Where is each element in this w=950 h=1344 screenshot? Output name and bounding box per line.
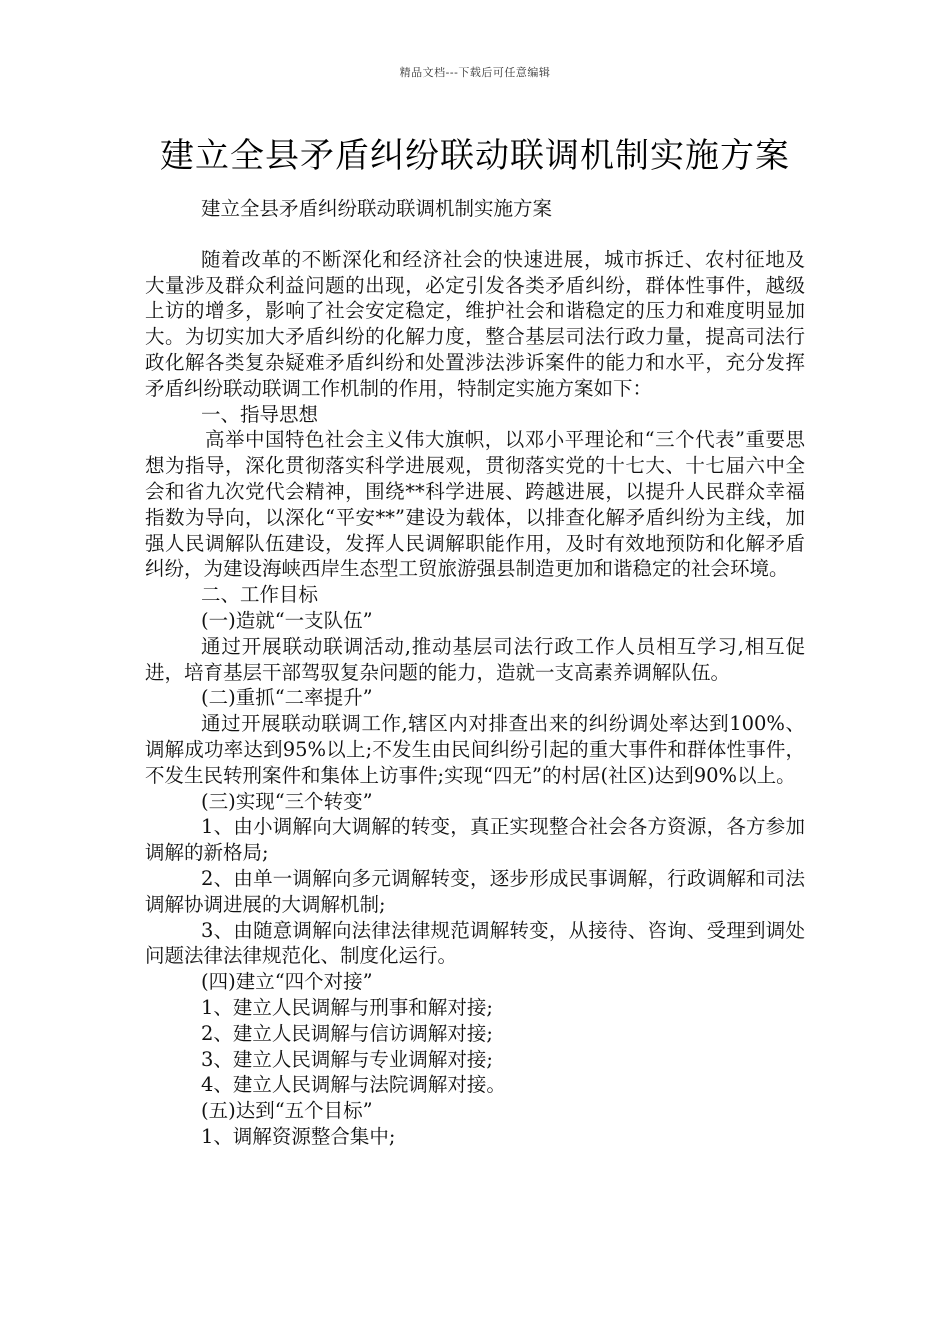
intro-paragraph: 随着改革的不断深化和经济社会的快速进展，城市拆迁、农村征地及大量涉及群众利益问题的出现，必定引发各类矛盾纠纷，群体性事件，越级上访的增多，影响了社会安定稳定，维护社会和谐稳定的压力和难度明显加大。为切实加大矛盾纠纷的化解力度，整合基层司法行政力量，提高司法行政化解各类复杂疑难矛盾纠纷和处置涉法涉诉案件的能力和水平，充分发挥矛盾纠纷联动联调工作机制的作用，特制定实施方案如下： <box>145 247 805 400</box>
list-item: 1、建立人民调解与刑事和解对接; <box>201 995 493 1019</box>
section-heading-2: 二、工作目标 <box>201 583 319 607</box>
subsection-heading-3: (三)实现“三个转变” <box>201 789 373 813</box>
list-item: 1、由小调解向大调解的转变，真正实现整合社会各方资源，各方参加调解的新格局; <box>145 815 805 865</box>
list-item: 3、由随意调解向法律法律规范调解转变，从接待、咨询、受理到调处问题法律法律规范化、制度化运行。 <box>145 918 805 968</box>
document-title: 建立全县矛盾纠纷联动联调机制实施方案 <box>160 136 790 176</box>
subsection-heading-4: (四)建立“四个对接” <box>201 970 373 994</box>
list-item: 4、建立人民调解与法院调解对接。 <box>201 1073 506 1097</box>
document-subtitle: 建立全县矛盾纠纷联动联调机制实施方案 <box>201 197 553 220</box>
section-paragraph-1: 高举中国特色社会主义伟大旗帜，以邓小平理论和“三个代表”重要思想为指导，深化贯彻落实科学进展观，贯彻落实党的十七大、十七届六中全会和省九次党代会精神，围绕**科学进展、跨越进展，以提升人民群众幸福指数为导向，以深化“平安**”建设为载体，以排查化解矛盾纠纷为主线，加强人民调解队伍建设，发挥人民调解职能作用，及时有效地预防和化解矛盾纠纷，为建设海峡西岸生态型工贸旅游强县制造更加和谐稳定的社会环境。 <box>145 428 805 581</box>
list-item: 3、建立人民调解与专业调解对接; <box>201 1047 493 1071</box>
header-note: 精品文档---下载后可任意编辑 <box>399 66 551 79</box>
list-item: 2、由单一调解向多元调解转变，逐步形成民事调解，行政调解和司法调解协调进展的大调解机制; <box>145 866 805 916</box>
subsection-paragraph-2: 通过开展联动联调工作,辖区内对排查出来的纠纷调处率达到100%、调解成功率达到95%以上;不发生由民间纠纷引起的重大事件和群体性事件，不发生民转刑案件和集体上访事件;实现“四无”的村居(社区)达到90%以上。 <box>145 712 805 787</box>
document-body <box>145 196 805 1150</box>
subsection-heading-1: (一)造就“一支队伍” <box>201 608 373 632</box>
subsection-heading-2: (二)重抓“二率提升” <box>201 686 373 710</box>
list-item: 2、建立人民调解与信访调解对接; <box>201 1021 493 1045</box>
subsection-heading-5: (五)达到“五个目标” <box>201 1099 373 1123</box>
section-heading-1: 一、指导思想 <box>201 402 319 426</box>
list-item: 1、调解资源整合集中; <box>201 1124 396 1148</box>
subsection-paragraph-1: 通过开展联动联调活动,推动基层司法行政工作人员相互学习,相互促进，培育基层干部驾驭复杂问题的能力，造就一支高素养调解队伍。 <box>145 634 805 684</box>
